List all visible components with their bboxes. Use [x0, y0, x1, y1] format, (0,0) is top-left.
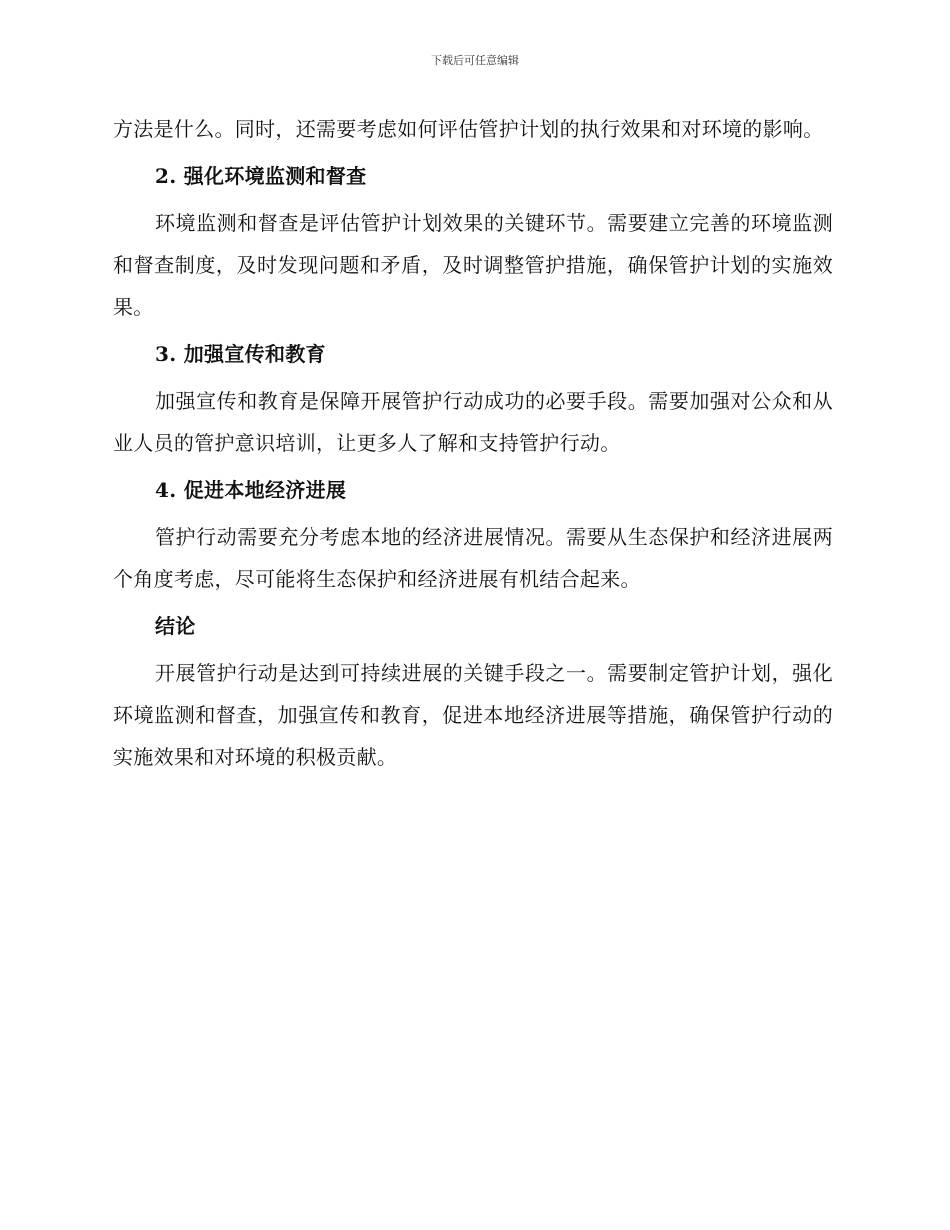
- intro-continuation-paragraph: 方法是什么。同时，还需要考虑如何评估管护计划的执行效果和对环境的影响。: [113, 117, 824, 141]
- section-2-heading: 2. 强化环境监测和督查: [155, 164, 367, 188]
- page-header: 下载后可任意编辑: [431, 54, 519, 67]
- section-2-paragraph: 环境监测和督查是评估管护计划效果的关键环节。需要建立完善的环境监测和督查制度，及时发现问题和矛盾，及时调整管护措施，确保管护计划的实施效果。: [113, 211, 833, 319]
- section-3-heading: 3. 加强宣传和教育: [155, 342, 326, 366]
- section-4-paragraph: 管护行动需要充分考虑本地的经济进展情况。需要从生态保护和经济进展两个角度考虑，尽可能将生态保护和经济进展有机结合起来。: [113, 525, 833, 591]
- conclusion-paragraph: 开展管护行动是达到可持续进展的关键手段之一。需要制定管护计划，强化环境监测和督查，加强宣传和教育，促进本地经济进展等措施，确保管护行动的实施效果和对环境的积极贡献。: [113, 661, 833, 769]
- section-3-paragraph: 加强宣传和教育是保障开展管护行动成功的必要手段。需要加强对公众和从业人员的管护意识培训，让更多人了解和支持管护行动。: [113, 389, 833, 455]
- section-4-heading: 4. 促进本地经济进展: [155, 478, 347, 502]
- document-body: [113, 108, 833, 778]
- conclusion-heading: 结论: [155, 614, 196, 638]
